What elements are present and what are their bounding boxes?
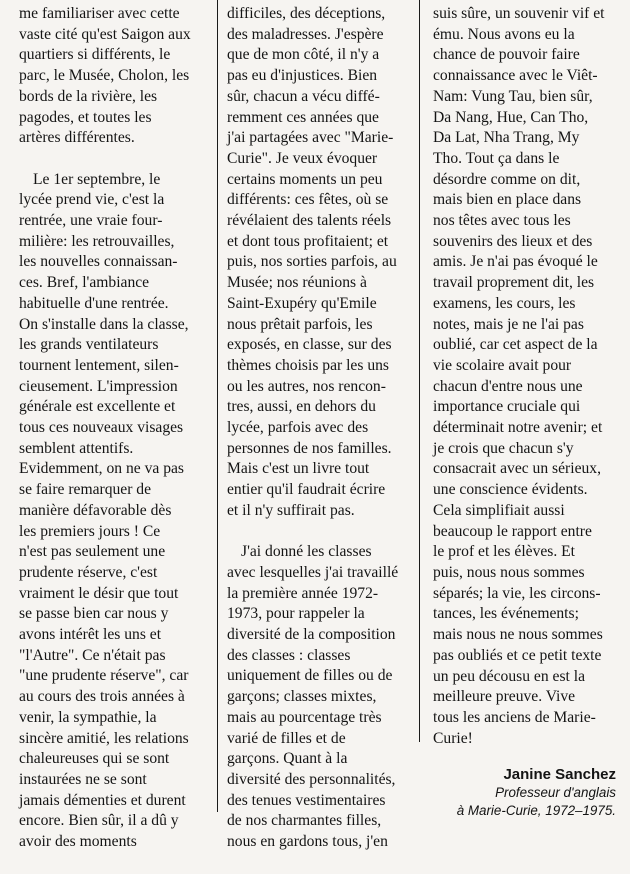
paragraph — [19, 170, 215, 853]
text-line: beaucoup le rapport entre — [433, 522, 592, 540]
text-line: rentrée, une vraie four- — [19, 212, 163, 230]
text-line: suis sûre, un souvenir vif et — [433, 5, 605, 22]
text-line: instaurées ne se sont — [19, 771, 147, 788]
text-line: différents: ces fêtes, où se — [227, 191, 389, 209]
author-name: Janine Sanchez — [503, 766, 616, 783]
text-line: parc, le Musée, Cholon, les — [19, 67, 190, 85]
text-line: nous prêtait parfois, les — [227, 315, 373, 333]
text-line: nous en gardons tous, j'en — [227, 833, 388, 851]
text-line: garçons. Quant à la — [227, 750, 348, 768]
text-line: tres, aussi, en dehors du — [227, 398, 376, 416]
text-line: venir, la sympathie, la — [19, 708, 157, 726]
text-line: Saint-Exupéry qu'Emile — [227, 294, 377, 312]
text-line: ou les autres, nos rencon- — [227, 377, 386, 395]
text-line: vaste cité qu'est Saigon aux — [19, 25, 191, 43]
text-line: mais au pourcentage très — [227, 708, 382, 726]
text-line: Nam: Vung Tau, bien sûr, — [433, 87, 593, 105]
text-line: séparés; la vie, les circons- — [433, 584, 601, 602]
paragraph — [433, 4, 613, 749]
text-line: nos têtes avec tous les — [433, 212, 571, 230]
text-line: On s'installe dans la classe, — [19, 315, 189, 333]
text-line: milière: les retrouvailles, — [19, 232, 175, 250]
column-divider-left — [217, 0, 218, 812]
text-line: Da Lat, Nha Trang, My — [433, 129, 580, 147]
text-line: manière défavorable dès — [19, 501, 172, 519]
text-line: des tenues vestimentaires — [227, 791, 386, 809]
paragraph — [227, 542, 409, 853]
text-line: difficiles, des déceptions, — [227, 5, 386, 22]
text-line: habituelle d'une rentrée. — [19, 294, 169, 312]
text-column-1 — [19, 4, 215, 874]
text-line: avoir des moments — [19, 833, 137, 851]
text-line: tous ces nouveaux visages — [19, 419, 184, 437]
text-line: révélaient des talents réels — [227, 212, 392, 230]
text-line: Cela simplifiait aussi — [433, 501, 565, 519]
text-line: varié de filles et de — [227, 729, 346, 747]
text-line: chaleureuses qui se sont — [19, 750, 170, 768]
text-line: une conscience évidents. — [433, 481, 588, 499]
text-line: la première année 1972- — [227, 584, 379, 602]
text-line: générale est excellente et — [19, 398, 176, 416]
text-line: entier qu'il faudrait écrire — [227, 481, 386, 499]
text-line: des maladresses. J'espère — [227, 25, 384, 43]
text-line: souvenirs des lieux et des — [433, 232, 593, 250]
text-line: lycée prend vie, c'est la — [19, 191, 165, 209]
author-role: Professeur d'anglais — [495, 785, 616, 800]
text-line: les grands ventilateurs — [19, 336, 159, 354]
text-line: encore. Bien sûr, il a dû y — [19, 812, 179, 830]
text-line: personnes de nos familles. — [227, 439, 392, 457]
text-line: diversité des personnalités, — [227, 771, 396, 788]
text-line: Mais c'est un livre tout — [227, 460, 370, 478]
text-line: amis. Je n'ai pas évoqué le — [433, 253, 598, 271]
text-line: se passe bien car nous y — [19, 605, 169, 623]
text-line: examens, les cours, les — [433, 294, 576, 312]
text-line: jamais démenties et durent — [19, 791, 186, 809]
text-line: chacun d'entre nous une — [433, 377, 583, 395]
text-line: connaissance avec le Viêt- — [433, 67, 598, 85]
text-line: mais bien en place dans — [433, 191, 582, 209]
text-line: avec lesquelles j'ai travaillé — [227, 563, 399, 581]
text-line: Curie". Je veux évoquer — [227, 149, 378, 167]
text-line: Curie! — [433, 729, 473, 747]
text-line: se faire remarquer de — [19, 481, 152, 499]
text-line: déterminait notre avenir; et — [433, 419, 603, 437]
text-line: consacrait avec un sérieux, — [433, 460, 601, 478]
text-line: tous les anciens de Marie- — [433, 708, 596, 726]
text-line: puis, nos sorties parfois, au — [227, 253, 397, 271]
text-line: bords de la rivière, les — [19, 87, 158, 105]
text-line: pagodes, et toutes les — [19, 108, 152, 126]
text-column-2 — [227, 4, 409, 874]
text-line: notes, mais je ne l'ai pas — [433, 315, 584, 333]
text-line: prudente réserve, c'est — [19, 563, 158, 581]
column-divider-right — [419, 0, 420, 742]
text-line: "une prudente réserve", car — [19, 667, 189, 685]
text-line: Da Nang, Hue, Can Tho, — [433, 108, 589, 126]
text-line: uniquement de filles ou de — [227, 667, 393, 685]
text-line: ces. Bref, l'ambiance — [19, 274, 150, 292]
text-line: travail proprement dit, les — [433, 274, 595, 292]
text-line: n'est pas seulement une — [19, 543, 166, 561]
text-line: tournent lentement, silen- — [19, 356, 179, 374]
text-line: que de mon côté, il n'y a — [227, 46, 380, 64]
text-line: je crois que chacun s'y — [433, 439, 574, 457]
text-line: cieusement. L'impression — [19, 377, 178, 395]
text-line: tances, les événements; — [433, 605, 579, 623]
text-line: oublié, car cet aspect de la — [433, 336, 598, 354]
text-line: les premiers jours ! Ce — [19, 522, 161, 540]
text-line: sincère amitié, les relations — [19, 729, 189, 747]
text-line: 1973, pour rappeler la — [227, 605, 365, 623]
text-line: pas oubliés et ce petit texte — [433, 646, 602, 664]
text-line: remment ces années que — [227, 108, 379, 126]
text-line: puis, nous nous sommes — [433, 563, 585, 581]
text-line: un peu décousu en est la — [433, 667, 585, 685]
author-affiliation: à Marie-Curie, 1972–1975. — [456, 802, 616, 818]
text-line: le prof et les élèves. Et — [433, 543, 576, 561]
text-line: et dont tous profitaient; et — [227, 232, 389, 250]
text-line: importance cruciale qui — [433, 398, 581, 416]
text-line: exposés, en classe, sur des — [227, 336, 392, 354]
text-line: des classes : classes — [227, 646, 351, 664]
paragraph — [227, 4, 409, 522]
text-line: garçons; classes mixtes, — [227, 688, 377, 706]
text-line: pas eu d'injustices. Bien — [227, 67, 378, 85]
text-line: artères différentes. — [19, 129, 135, 147]
text-line: vraiment le désir que tout — [19, 584, 179, 602]
text-line: lycée, parfois avec des — [227, 419, 369, 437]
text-line: meilleure preuve. Vive — [433, 688, 576, 706]
text-line: mais nous ne nous sommes — [433, 626, 603, 644]
text-line: J'ai donné les classes — [241, 543, 372, 561]
text-line: j'ai partagées avec "Marie- — [227, 129, 394, 147]
text-line: certains moments un peu — [227, 170, 383, 188]
text-line: chance de pouvoir faire — [433, 46, 580, 64]
text-column-3 — [433, 4, 613, 749]
text-line: Le 1er septembre, le — [33, 170, 161, 188]
text-line: avons intérêt les uns et — [19, 626, 162, 644]
text-line: sûr, chacun a vécu diffé- — [227, 87, 380, 105]
text-line: semblent attentifs. — [19, 439, 134, 457]
text-line: quartiers si différents, le — [19, 46, 171, 64]
author-signature — [457, 765, 616, 819]
text-line: me familiariser avec cette — [19, 5, 180, 22]
text-line: et il n'y suffirait pas. — [227, 501, 355, 519]
text-line: "l'Autre". Ce n'était pas — [19, 646, 166, 664]
text-line: au cours des trois années à — [19, 688, 185, 706]
text-line: ému. Nous avons eu la — [433, 25, 575, 43]
paragraph — [19, 4, 215, 149]
text-line: les nouvelles connaissan- — [19, 253, 178, 271]
text-line: vie scolaire avait pour — [433, 356, 572, 374]
text-line: désordre comme on dit, — [433, 170, 581, 188]
text-line: Evidemment, on ne va pas — [19, 460, 184, 478]
text-line: Musée; nos réunions à — [227, 274, 367, 292]
text-line: de nos charmantes filles, — [227, 812, 382, 830]
text-line: diversité de la composition — [227, 626, 396, 644]
text-line: thèmes choisis par les uns — [227, 356, 389, 374]
text-line: Tho. Tout ça dans le — [433, 149, 560, 167]
